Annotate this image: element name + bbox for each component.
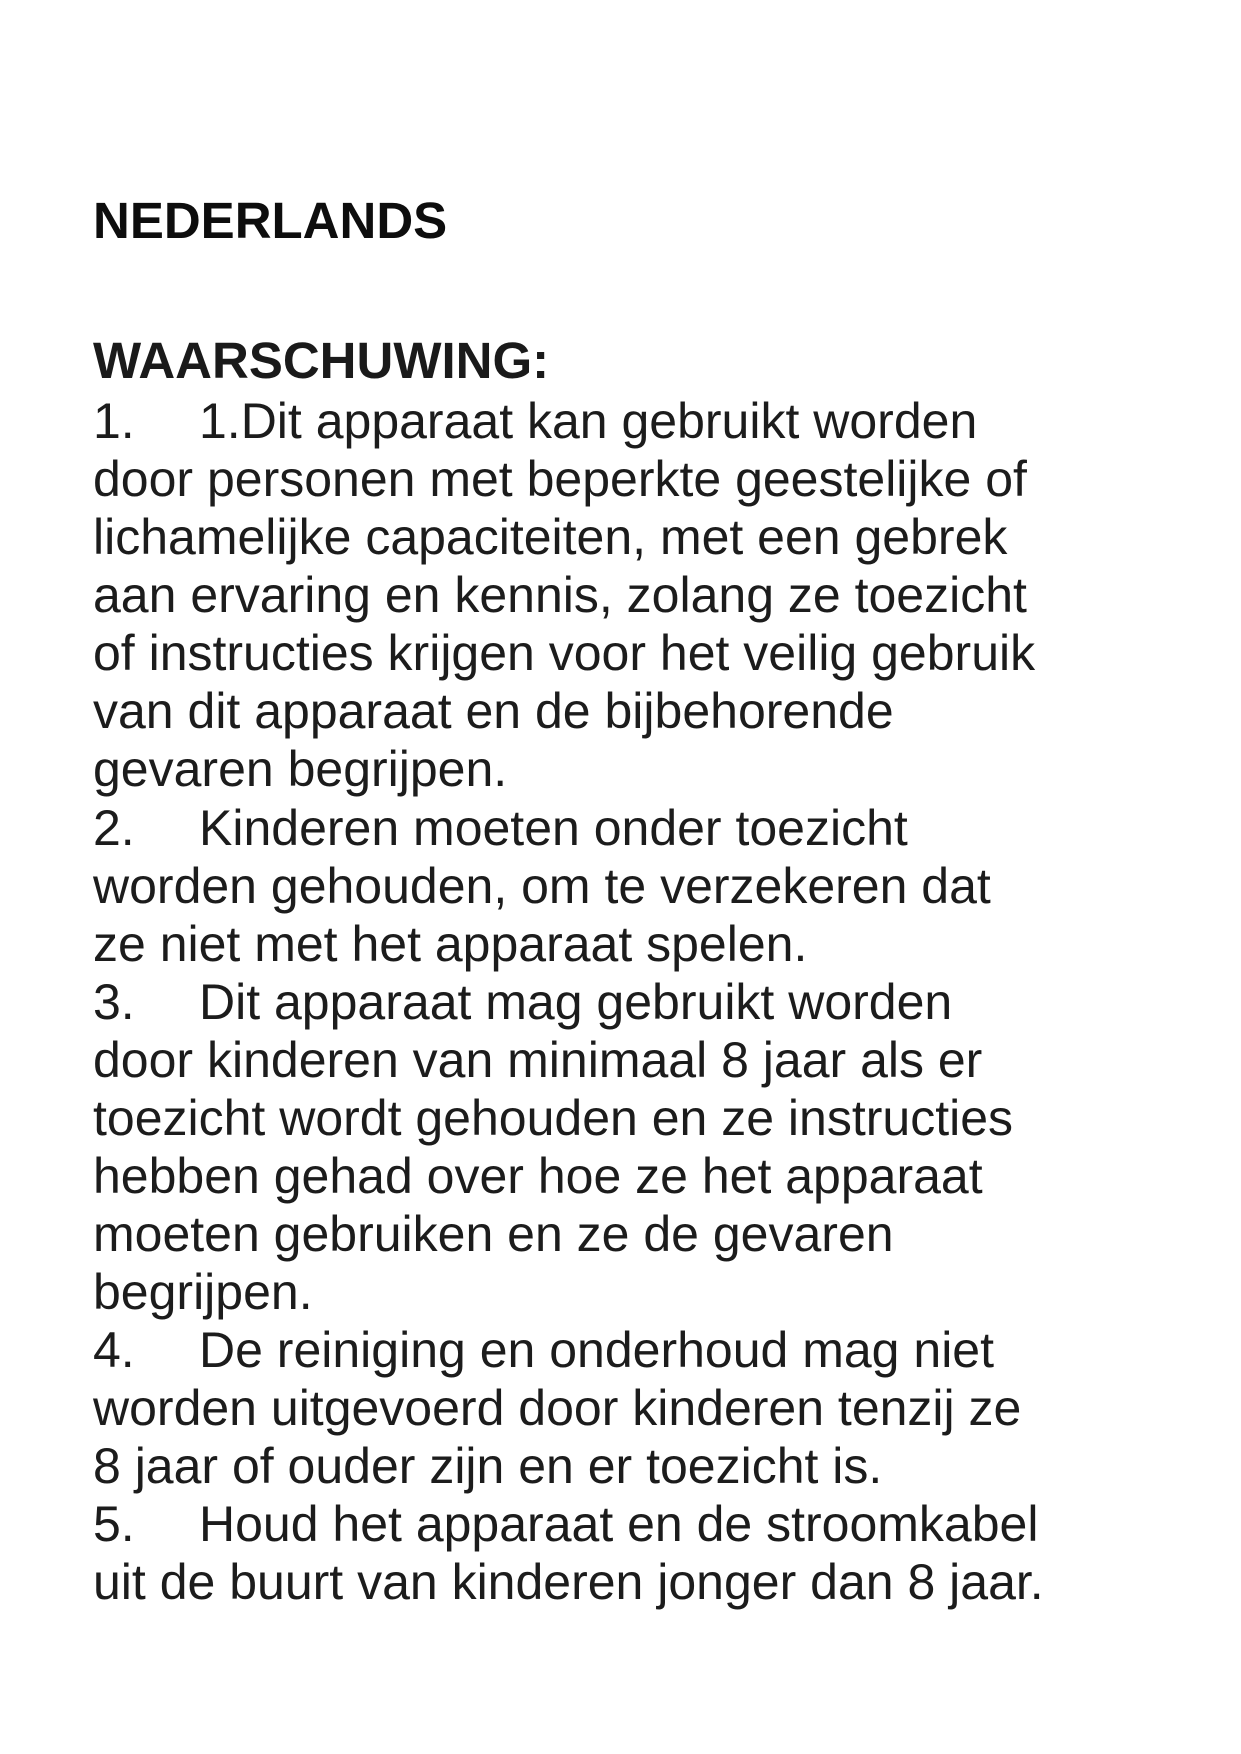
item-4-line-3: 8 jaar of ouder zijn en er toezicht is. [93, 1438, 883, 1494]
item-3-line-3: toezicht wordt gehouden en ze instructies [93, 1090, 1013, 1146]
item-1-line-3: lichamelijke capaciteiten, met een gebrek [93, 509, 1008, 565]
item-number: 3. [93, 974, 135, 1030]
language-heading: NEDERLANDS [93, 192, 448, 249]
item-1-line-6: van dit apparaat en de bijbehorende [93, 683, 894, 739]
item-2-line-3: ze niet met het apparaat spelen. [93, 916, 808, 972]
item-text: Dit apparaat mag gebruikt worden [199, 974, 953, 1030]
item-5-line-1 [93, 1495, 1038, 1553]
item-4-line-2: worden uitgevoerd door kinderen tenzij ze [93, 1380, 1022, 1436]
item-4-line-1 [93, 1321, 994, 1379]
warning-heading: WAARSCHUWING: [93, 332, 550, 389]
item-3-line-5: moeten gebruiken en ze de gevaren [93, 1206, 894, 1262]
item-number: 4. [93, 1322, 135, 1378]
item-1-line-4: aan ervaring en kennis, zolang ze toezicht [93, 567, 1027, 623]
item-number: 2. [93, 800, 135, 856]
item-1-line-5: of instructies krijgen voor het veilig gebruik [93, 625, 1036, 681]
item-text: 1.Dit apparaat kan gebruikt worden [199, 393, 978, 449]
item-text: Houd het apparaat en de stroomkabel [199, 1496, 1039, 1552]
item-2-line-2: worden gehouden, om te verzekeren dat [93, 858, 991, 914]
item-text: De reiniging en onderhoud mag niet [199, 1322, 994, 1378]
item-3-line-6: begrijpen. [93, 1264, 313, 1320]
item-number: 5. [93, 1496, 135, 1552]
item-5-line-2: uit de buurt van kinderen jonger dan 8 jaar. [93, 1554, 1044, 1610]
item-1-line-1 [93, 392, 977, 450]
item-1-line-7: gevaren begrijpen. [93, 741, 508, 797]
item-2-line-1 [93, 799, 908, 857]
item-3-line-2: door kinderen van minimaal 8 jaar als er [93, 1032, 983, 1088]
item-3-line-4: hebben gehad over hoe ze het apparaat [93, 1148, 983, 1204]
item-text: Kinderen moeten onder toezicht [199, 800, 908, 856]
item-1-line-2: door personen met beperkte geestelijke of [93, 451, 1027, 507]
item-3-line-1 [93, 973, 952, 1031]
item-number: 1. [93, 393, 135, 449]
